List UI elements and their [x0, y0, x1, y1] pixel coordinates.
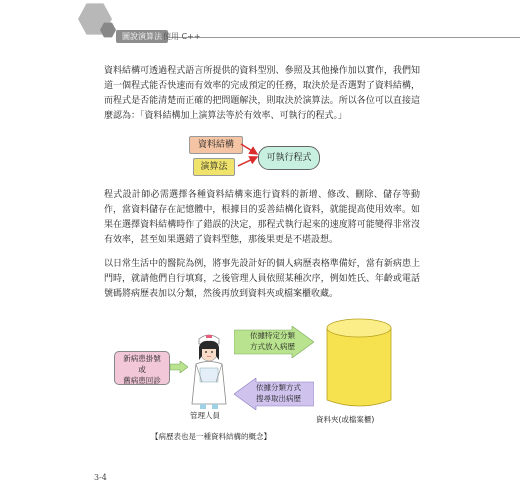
book-subtitle: 使用 C++ [163, 32, 201, 41]
store-arrow-line-2: 方式放入病歷 [250, 342, 295, 351]
retrieve-arrow-line-2: 搜尋取出病歷 [256, 394, 301, 403]
retrieve-arrow-line-1: 依據分類方式 [256, 383, 301, 392]
records-line-2: 或 [138, 365, 146, 374]
paragraph-2: 程式設計師必需選擇各種資料結構來進行資料的新增、修改、刪除、儲存等動作，當資料儲存在記憶體中，根據目的妥善結構化資料，就能提高使用效率。如果在選擇資料結構時作了錯誤的決定，那程式執行起來的速度將可能變得非常沒有效率，甚至如果選錯了資料型態，那後果更是不堪設想。 [104, 190, 420, 245]
paragraph-1: 資料結構可透過程式語言所提供的資料型別、參照及其他操作加以實作，我們知道一個程式能否快速而有效率的完成預定的任務，取決於是否選對了資料結構，而程式是否能清楚而正確的把問題解決，則取決於演算法。所以各位可以直接這麼認為：「資料結構加上演算法等於有效率、可執行的程式。」 [104, 66, 420, 121]
staff-nurse-illustration [186, 330, 232, 410]
page-number: 3-4 [94, 473, 107, 482]
staff-label: 管理人員 [190, 411, 220, 420]
data-structure-box: 資料結構 [189, 136, 243, 154]
records-line-1: 新病患掛號 [123, 354, 161, 363]
patient-registration-box [114, 351, 170, 385]
store-arrow-line-1: 依據特定分類 [250, 331, 295, 340]
file-cabinet-label: 資料夾(或檔案櫃) [316, 415, 375, 424]
records-line-3: 舊病患回診 [123, 376, 161, 385]
paragraph-3: 以日常生活中的醫院為例，將事先設計好的個人病歷表格準備好，當有新病患上門時，就請他們自行填寫，之後管理人員依照某種次序，例如姓氏、年齡或電話號碼將病歷表加以分類，然後再放到資料夾或檔案櫃收藏。 [104, 259, 420, 299]
file-cabinet-cylinder-icon [326, 318, 392, 410]
executable-program-box: 可執行程式 [258, 146, 320, 170]
figure-caption: 【病歷表也是一種資料結構的概念】 [151, 432, 271, 441]
retrieve-arrow-label [256, 382, 301, 404]
store-arrow-label [250, 330, 295, 352]
algorithm-box: 演算法 [193, 158, 235, 176]
book-title-tab: 圖說演算法 [116, 30, 168, 43]
